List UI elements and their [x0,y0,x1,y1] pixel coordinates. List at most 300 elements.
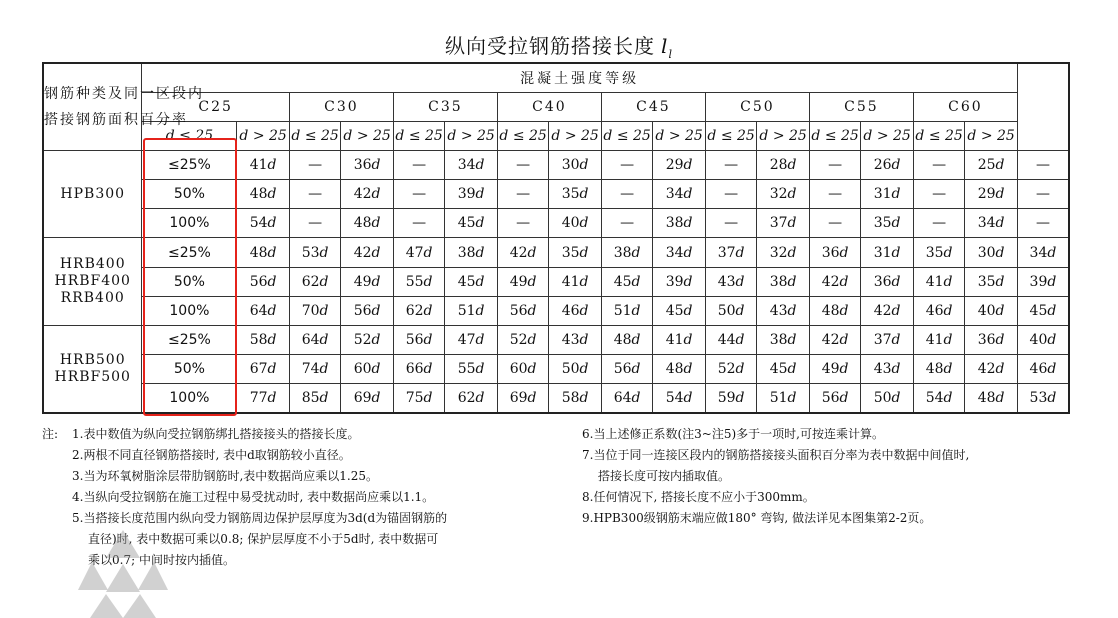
value-unit: d [995,302,1005,319]
value-number: 60 [509,361,528,378]
value-cell [445,267,498,296]
value-number: 39 [665,273,684,290]
area-percentage-cell: 50% [142,267,237,296]
value-number: 42 [873,302,892,319]
value-cell [549,355,602,384]
value-number: 55 [457,361,476,378]
table-row [43,180,1069,209]
value-number: 36 [353,157,372,174]
value-unit: d [1047,331,1057,348]
value-cell [341,355,394,384]
value-unit: d [579,390,589,407]
value-cell [861,238,914,267]
value-cell-empty: — [497,150,549,179]
value-unit: d [527,273,537,290]
title-symbol: $l_l$ [661,34,673,61]
note-text: 当上述修正系数(注3~注5)多于一项时,可按连乘计算。 [593,427,884,441]
note-prefix [42,487,72,508]
value-unit: d [735,302,745,319]
value-number: 48 [353,215,372,232]
note-number: 4. [72,490,84,504]
value-number: 85 [301,390,320,407]
value-unit: d [371,331,381,348]
note-text: 当为环氧树脂涂层带肋钢筋时,表中数据尚应乘以1.25。 [83,469,378,483]
value-number: 38 [457,244,476,261]
grade-header: C30 [289,92,393,121]
value-number: 74 [301,361,320,378]
diameter-condition: d ≤ 25 [601,121,653,150]
steel-type-label: HRB500 [59,351,126,368]
value-unit: d [319,361,329,378]
value-cell [601,325,653,354]
value-unit: d [1047,273,1057,290]
value-cell [341,267,394,296]
value-unit: d [319,244,329,261]
value-cell [549,209,602,238]
value-number: 34 [1029,244,1048,261]
value-unit: d [371,361,381,378]
note-number: 3. [72,469,84,483]
value-cell [705,325,757,354]
value-cell [1017,384,1069,413]
value-number: 67 [249,361,268,378]
value-unit: d [631,244,641,261]
diameter-condition: d ≤ 25 [393,121,445,150]
value-cell [341,180,394,209]
value-unit: d [683,302,693,319]
diameter-condition: d > 25 [757,121,810,150]
value-cell [445,180,498,209]
value-unit: d [579,331,589,348]
value-number: 30 [977,244,996,261]
value-number: 41 [925,273,944,290]
diameter-condition: d > 25 [341,121,394,150]
value-unit: d [631,273,641,290]
value-unit: d [683,331,693,348]
value-unit: d [1047,244,1057,261]
grade-header: C40 [497,92,601,121]
value-cell [445,355,498,384]
table-row [43,325,1069,354]
diameter-condition: d ≤ 25 [289,121,341,150]
value-unit: d [943,244,953,261]
value-unit: d [267,215,277,232]
grade-header: C55 [809,92,913,121]
value-cell [601,267,653,296]
value-number: 55 [405,273,424,290]
value-cell [965,180,1018,209]
value-cell [653,238,706,267]
value-unit: d [579,244,589,261]
value-number: 34 [665,186,684,203]
diameter-condition: d > 25 [237,121,290,150]
grade-header: C25 [142,92,289,121]
value-cell [809,325,861,354]
note-number: 8. [582,490,594,504]
value-cell [861,355,914,384]
note-number: 5. [72,511,84,525]
value-number: 64 [249,302,268,319]
value-cell-empty: — [393,180,445,209]
header-steel-type: 钢筋种类及同一区段内 搭接钢筋面积百分率 [43,63,142,150]
value-cell [861,267,914,296]
table-row [43,296,1069,325]
value-cell [965,296,1018,325]
value-cell [653,384,706,413]
lap-length-table [42,62,1070,414]
value-cell [861,384,914,413]
value-unit: d [631,361,641,378]
value-number: 31 [873,186,892,203]
note-text: 搭接长度可按内插取值。 [598,469,731,483]
value-number: 30 [561,157,580,174]
value-cell [237,267,290,296]
value-cell [549,325,602,354]
value-number: 56 [353,302,372,319]
note-prefix [42,529,72,550]
value-number: 35 [561,244,580,261]
value-cell-empty: — [809,209,861,238]
value-unit: d [891,390,901,407]
value-cell [705,355,757,384]
value-cell [653,325,706,354]
value-unit: d [423,390,433,407]
value-number: 48 [977,390,996,407]
value-cell [601,384,653,413]
value-unit: d [319,331,329,348]
value-cell [393,325,445,354]
value-cell-empty: — [913,209,965,238]
value-number: 58 [561,390,580,407]
value-number: 38 [665,215,684,232]
diameter-condition: d ≤ 25 [142,121,237,150]
value-number: 69 [353,390,372,407]
value-unit: d [683,244,693,261]
value-number: 45 [457,273,476,290]
value-cell [809,384,861,413]
value-unit: d [787,215,797,232]
value-number: 29 [977,186,996,203]
value-unit: d [579,361,589,378]
value-cell-empty: — [497,180,549,209]
table-row [43,238,1069,267]
value-unit: d [579,215,589,232]
value-number: 53 [1029,390,1048,407]
value-number: 48 [249,244,268,261]
value-number: 51 [769,390,788,407]
value-number: 52 [509,331,528,348]
area-percentage-cell: ≤25% [142,150,237,179]
value-cell [497,238,549,267]
steel-type-label: HRBF500 [54,368,131,385]
value-number: 58 [249,331,268,348]
note-text: 任何情况下, 搭接长度不应小于300mm。 [593,490,815,504]
value-cell [809,238,861,267]
value-cell [965,355,1018,384]
value-unit: d [839,331,849,348]
value-cell-empty: — [809,150,861,179]
note-line [42,487,572,508]
value-unit: d [839,302,849,319]
watermark-logo [78,528,168,618]
value-unit: d [1047,302,1057,319]
grade-header: C50 [705,92,809,121]
value-cell [965,267,1018,296]
diameter-condition: d > 25 [653,121,706,150]
note-number: 7. [582,448,594,462]
value-cell [965,325,1018,354]
value-cell [497,355,549,384]
value-cell [757,267,810,296]
note-number: 1. [72,427,84,441]
value-cell [965,150,1018,179]
value-cell [445,209,498,238]
value-unit: d [891,273,901,290]
value-unit: d [371,244,381,261]
value-cell [549,384,602,413]
value-unit: d [995,215,1005,232]
value-cell-empty: — [601,209,653,238]
diameter-condition: d > 25 [965,121,1018,150]
value-cell [497,325,549,354]
value-cell [393,238,445,267]
value-cell [965,384,1018,413]
value-cell-empty: — [289,150,341,179]
diameter-condition: d ≤ 25 [497,121,549,150]
value-number: 53 [301,244,320,261]
value-unit: d [579,186,589,203]
value-cell [913,325,965,354]
value-number: 48 [821,302,840,319]
value-unit: d [943,302,953,319]
value-unit: d [787,390,797,407]
value-cell [757,325,810,354]
note-prefix [42,508,72,529]
value-cell [393,355,445,384]
value-number: 64 [301,331,320,348]
value-unit: d [267,244,277,261]
value-unit: d [891,186,901,203]
value-unit: d [995,244,1005,261]
value-cell-empty: — [913,150,965,179]
value-number: 43 [769,302,788,319]
value-unit: d [839,244,849,261]
value-number: 49 [509,273,528,290]
value-cell [861,209,914,238]
steel-type-cell [43,325,142,413]
value-cell [549,150,602,179]
value-unit: d [787,273,797,290]
value-cell [549,238,602,267]
value-unit: d [943,361,953,378]
value-cell [289,267,341,296]
value-unit: d [787,331,797,348]
value-number: 36 [977,331,996,348]
value-unit: d [943,390,953,407]
value-unit: d [787,186,797,203]
value-number: 35 [561,186,580,203]
table-row [43,267,1069,296]
table-title [0,30,1118,61]
value-unit: d [891,361,901,378]
value-number: 60 [353,361,372,378]
value-cell [861,150,914,179]
value-cell [393,296,445,325]
value-cell [393,384,445,413]
note-text: 当纵向受拉钢筋在施工过程中易受扰动时, 表中数据尚应乘以1.1。 [83,490,435,504]
value-unit: d [891,244,901,261]
value-cell-empty: — [601,150,653,179]
steel-type-label: RRB400 [60,290,125,307]
value-unit: d [527,390,537,407]
value-cell [289,384,341,413]
area-percentage-cell: 50% [142,180,237,209]
value-cell [757,180,810,209]
value-unit: d [319,302,329,319]
value-cell [965,209,1018,238]
value-cell [237,325,290,354]
value-unit: d [267,361,277,378]
value-unit: d [839,390,849,407]
value-unit: d [891,331,901,348]
value-unit: d [735,273,745,290]
value-unit: d [475,302,485,319]
value-unit: d [787,361,797,378]
value-unit: d [787,157,797,174]
grade-header: C60 [913,92,1017,121]
value-number: 52 [353,331,372,348]
value-cell [913,384,965,413]
note-text: HPB300级钢筋末端应做180° 弯钩, 做法详见本图集第2-2页。 [593,511,932,525]
value-number: 42 [977,361,996,378]
value-number: 26 [873,157,892,174]
diameter-condition: d ≤ 25 [913,121,965,150]
value-number: 38 [769,331,788,348]
value-unit: d [423,244,433,261]
note-prefix [42,550,72,571]
value-cell [341,150,394,179]
table-row [43,209,1069,238]
value-number: 34 [457,157,476,174]
value-unit: d [267,157,277,174]
area-percentage-cell: 100% [142,296,237,325]
value-cell [1017,355,1069,384]
value-cell [757,355,810,384]
value-cell [237,150,290,179]
value-cell [237,355,290,384]
value-cell [341,384,394,413]
value-number: 42 [509,244,528,261]
area-percentage-cell: 100% [142,384,237,413]
value-unit: d [475,331,485,348]
steel-type-label: HRBF400 [54,273,131,290]
value-unit: d [371,215,381,232]
header-row-conditions [43,121,1069,150]
value-cell [705,296,757,325]
area-percentage-cell: ≤25% [142,325,237,354]
value-number: 54 [249,215,268,232]
value-cell [237,384,290,413]
value-unit: d [683,157,693,174]
value-unit: d [683,273,693,290]
value-unit: d [267,390,277,407]
value-cell [1017,325,1069,354]
value-number: 36 [821,244,840,261]
value-number: 62 [457,390,476,407]
note-text: 当搭接长度范围内纵向受力钢筋周边保护层厚度为3d(d为锚固钢筋的 [83,511,448,525]
value-cell [913,267,965,296]
value-number: 37 [873,331,892,348]
note-number: 6. [582,427,594,441]
value-unit: d [319,390,329,407]
value-unit: d [839,273,849,290]
value-unit: d [839,361,849,378]
value-unit: d [943,273,953,290]
value-number: 47 [457,331,476,348]
steel-type-label: HPB300 [60,185,126,202]
value-number: 45 [1029,302,1048,319]
diameter-condition: d > 25 [445,121,498,150]
value-cell [601,238,653,267]
value-unit: d [423,302,433,319]
value-cell [757,296,810,325]
value-unit: d [475,244,485,261]
value-number: 59 [717,390,736,407]
value-unit: d [423,273,433,290]
value-number: 77 [249,390,268,407]
value-number: 45 [769,361,788,378]
value-cell [913,296,965,325]
value-cell [653,209,706,238]
value-unit: d [735,331,745,348]
value-number: 46 [1029,361,1048,378]
value-number: 40 [1029,331,1048,348]
value-unit: d [683,215,693,232]
value-unit: d [787,302,797,319]
value-cell [809,296,861,325]
value-number: 70 [301,302,320,319]
value-cell [653,180,706,209]
value-unit: d [267,186,277,203]
value-cell [289,238,341,267]
area-percentage-cell: ≤25% [142,238,237,267]
note-line [42,466,572,487]
value-number: 34 [977,215,996,232]
value-cell [809,267,861,296]
value-unit: d [631,302,641,319]
value-unit: d [475,215,485,232]
value-unit: d [579,273,589,290]
value-number: 45 [613,273,632,290]
value-number: 37 [769,215,788,232]
value-number: 54 [925,390,944,407]
value-unit: d [579,302,589,319]
value-unit: d [527,302,537,319]
value-cell-empty: — [289,180,341,209]
value-cell [445,325,498,354]
note-prefix: 注: [42,427,59,441]
value-cell [237,209,290,238]
value-number: 52 [717,361,736,378]
header-row-1 [43,63,1069,92]
note-text: 当位于同一连接区段内的钢筋搭接接头面积百分率为表中数据中间值时, [593,448,970,462]
value-unit: d [475,361,485,378]
value-unit: d [735,361,745,378]
table-row [43,150,1069,179]
value-number: 32 [769,186,788,203]
value-unit: d [475,390,485,407]
value-cell [757,209,810,238]
